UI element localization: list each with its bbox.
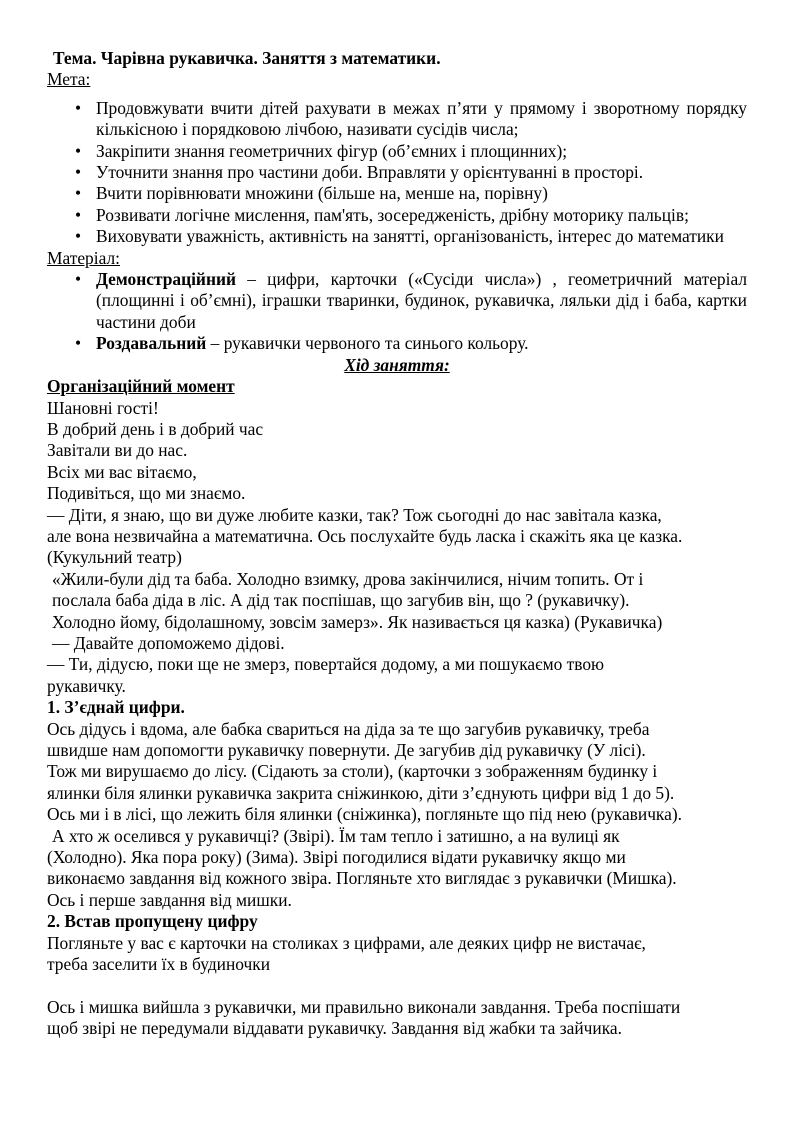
list-item: • Роздавальний – рукавички червоного та синього кольору. bbox=[75, 333, 529, 354]
text-line: Тож ми вирушаємо до лісу. (Сідають за столи), (карточки з зображенням будинку і bbox=[47, 761, 658, 782]
task1-heading: 1. З’єднай цифри. bbox=[47, 697, 185, 718]
list-item: • Демонстраційний – цифри, карточки («Сусіди числа») , геометричний матеріал (площинні і об’ємні), іграшки тваринки, будинок, рукавичка, ляльки дід і баба, картки частини доби bbox=[75, 269, 747, 332]
document-page bbox=[47, 48, 747, 1040]
list-item: • Уточнити знання про частини доби. Вправляти у орієнтуванні в просторі. bbox=[75, 162, 644, 183]
text-line: треба заселити їх в будиночки bbox=[47, 954, 271, 975]
text-line: Ось і перше завдання від мишки. bbox=[47, 889, 292, 910]
text-line: але вона незвичайна а математична. Ось послухайте будь ласка і скажіть яка це казка. bbox=[47, 525, 683, 546]
text-line: (Кукульний театр) bbox=[47, 547, 182, 568]
bullet-icon: • bbox=[75, 269, 82, 290]
bullet-icon: • bbox=[75, 204, 82, 225]
text-line: Ось дідусь і вдома, але бабка свариться на діда за те що загубив рукавичку, треба bbox=[47, 718, 650, 739]
text-line: В добрий день і в добрий час bbox=[47, 418, 264, 439]
text-line: Всіх ми вас вітаємо, bbox=[47, 461, 197, 482]
text-line: «Жили-були дід та баба. Холодно взимку, дрова закінчилися, нічим топить. От і bbox=[52, 568, 644, 589]
text-line: Холодно йому, бідолашному, зовсім замерз». Як називається ця казка) (Рукавичка) bbox=[52, 611, 663, 632]
list-item: • Розвивати логічне мислення, пам'ять, зосередженість, дрібну моторику пальців; bbox=[75, 204, 689, 225]
task2-heading: 2. Встав пропущену цифру bbox=[47, 911, 258, 932]
goals-label: Мета: bbox=[47, 69, 91, 90]
bullet-icon: • bbox=[75, 333, 82, 354]
text-line: Ось і мишка вийшла з рукавички, ми правильно виконали завдання. Треба поспішати bbox=[47, 996, 681, 1017]
list-item: • Закріпити знання геометричних фігур (об’ємних і площинних); bbox=[75, 140, 568, 161]
text-line: виконаємо завдання від кожного звіра. Погляньте хто виглядає з рукавички (Мишка). bbox=[47, 868, 677, 889]
text-line: — Ти, дідусю, поки ще не змерз, повертайся додому, а ми пошукаємо твою bbox=[47, 654, 605, 675]
text-line: Погляньте у вас є карточки на столиках з цифрами, але деяких цифр не вистачає, bbox=[47, 932, 646, 953]
bullet-icon: • bbox=[75, 140, 82, 161]
text-line: Шановні гості! bbox=[47, 397, 159, 418]
text-line: — Давайте допоможемо дідові. bbox=[52, 632, 285, 653]
course-heading: Хід заняття: bbox=[344, 354, 450, 375]
list-item: • Виховувати уважність, активність на занятті, організованість, інтерес до математики bbox=[75, 226, 724, 247]
text-line: швидше нам допомогти рукавичку повернути. Де загубив дід рукавичку (У лісі). bbox=[47, 740, 646, 760]
list-item: • Вчити порівнювати множини (більше на, менше на, порівну) bbox=[75, 183, 548, 204]
text-line: ялинки біля ялинки рукавичка закрита сніжинкою, діти з’єднують цифри від 1 до 5). bbox=[47, 782, 675, 803]
text-line: рукавичку. bbox=[47, 675, 126, 696]
text-line: Подивіться, що ми знаємо. bbox=[47, 483, 246, 504]
bullet-icon: • bbox=[75, 97, 82, 118]
bullet-icon: • bbox=[75, 162, 82, 183]
materials-list bbox=[47, 269, 747, 355]
text-line: послала баба діда в ліс. А дід так поспішав, що загубив він, що ? (рукавичку). bbox=[52, 590, 630, 611]
list-item: • Продовжувати вчити дітей рахувати в межах п’яти у прямому і зворотному порядку кількісною і порядковою лічбою, називати сусідів числа; bbox=[75, 97, 747, 140]
text-line: (Холодно). Яка пора року) (Зима). Звірі погодилися відати рукавичку якщо ми bbox=[47, 847, 626, 868]
text-line: Завітали ви до нас. bbox=[47, 440, 188, 461]
text-line: А хто ж оселився у рукавичці? (Звірі). Їм там тепло і затишно, а на вулиці як bbox=[52, 825, 620, 846]
bullet-icon: • bbox=[75, 226, 82, 247]
lesson-title: Тема. Чарівна рукавичка. Заняття з математики. bbox=[53, 48, 441, 68]
text-line: — Діти, я знаю, що ви дуже любите казки, так? Тож сьогодні до нас завітала казка, bbox=[47, 504, 662, 525]
text-line: щоб звірі не передумали віддавати рукавичку. Завдання від жабки та зайчика. bbox=[47, 1018, 622, 1039]
org-heading: Організаційний момент bbox=[47, 376, 235, 397]
materials-label: Матеріал: bbox=[47, 247, 120, 268]
bullet-icon: • bbox=[75, 183, 82, 204]
text-line: Ось ми і в лісі, що лежить біля ялинки (сніжинка), погляньте що під нею (рукавичка). bbox=[47, 804, 682, 825]
goals-list bbox=[47, 98, 747, 248]
